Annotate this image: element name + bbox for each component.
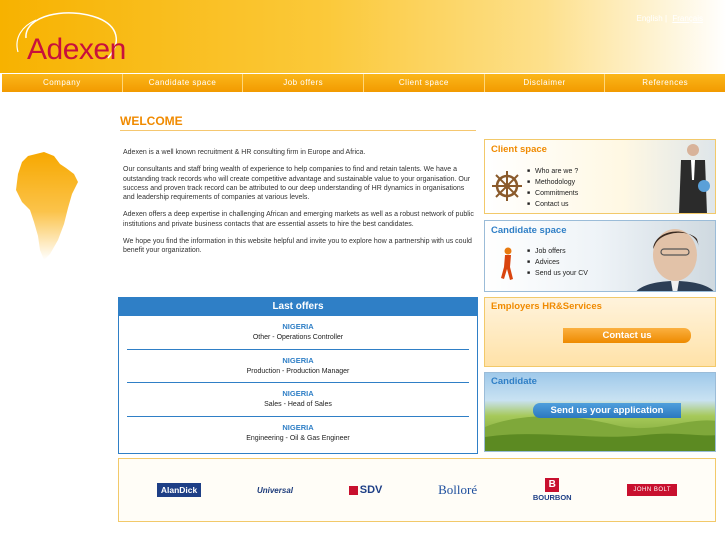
candidate-link-job-offers[interactable]: ■ Job offers xyxy=(527,246,588,257)
lang-francais-link[interactable]: Français xyxy=(672,14,703,23)
partner-bourbon-text: BOURBON xyxy=(532,493,572,502)
partner-logo-bollore[interactable]: Bolloré xyxy=(438,482,478,497)
offer-role: Production - Production Manager xyxy=(246,367,350,375)
client-space-card xyxy=(484,139,716,214)
client-link-contact-us[interactable]: ■ Contact us xyxy=(527,199,578,210)
partner-sdv-text: SDV xyxy=(359,484,383,496)
send-application-button[interactable]: Send us your application xyxy=(533,403,681,418)
candidate-portrait-icon xyxy=(605,221,715,292)
partner-logo-johnbolt[interactable]: JOHN BOLT xyxy=(627,484,677,496)
offer-role: Engineering - Oil & Gas Engineer xyxy=(246,434,350,442)
candidate-space-title[interactable]: Candidate space xyxy=(491,225,567,236)
offer-item[interactable] xyxy=(127,417,469,451)
intro-text xyxy=(123,148,475,264)
partner-logo-universal[interactable]: Universal xyxy=(256,485,293,495)
offer-role: Sales - Head of Sales xyxy=(264,401,332,408)
nav-item-candidate-space[interactable]: Candidate space xyxy=(123,74,244,92)
offer-role: Other - Operations Controller xyxy=(252,334,344,341)
lang-separator: | xyxy=(665,14,668,23)
intro-paragraph: Adexen offers a deep expertise in challenging African and emerging markets as well as a robust network of public institutions and private business contacts that are essential assets to hire the best candidates. xyxy=(123,211,474,228)
lang-english[interactable]: English xyxy=(636,14,663,23)
language-switcher xyxy=(637,14,703,23)
offer-country: NIGERIA xyxy=(282,322,314,331)
intro-paragraph: Our consultants and staff bring wealth of experience to help companies to find and retain talents. We have a outstanding track records who will create competitive advantage and sustainable value to your organisation. Our success and proven track record can be attributed to our deep understanding of HR dynamics in organisations and leadership requirements of companies at various levels. xyxy=(123,166,471,202)
partner-logo-bourbon[interactable] xyxy=(533,478,572,502)
client-link-methodology[interactable]: ■ Methodology xyxy=(527,177,578,188)
partners-bar xyxy=(118,458,716,522)
offer-item[interactable] xyxy=(127,383,469,417)
adexen-logo[interactable] xyxy=(6,8,124,66)
candidate-link-send-cv[interactable]: ■ Send us your CV xyxy=(527,268,588,279)
partner-logo-sdv[interactable] xyxy=(349,484,383,496)
last-offers-panel xyxy=(118,297,478,454)
welcome-divider xyxy=(120,130,476,131)
nav-item-disclaimer[interactable]: Disclaimer xyxy=(485,74,606,92)
offer-item[interactable] xyxy=(127,350,469,384)
offer-country: NIGERIA xyxy=(282,389,314,398)
nav-item-client-space[interactable]: Client space xyxy=(364,74,485,92)
candidate-card xyxy=(484,372,716,452)
main-nav xyxy=(2,74,725,92)
offer-item[interactable] xyxy=(127,316,469,350)
client-link-commitments[interactable]: ■ Commitments xyxy=(527,188,578,199)
ship-wheel-icon xyxy=(491,170,523,202)
nav-item-company[interactable]: Company xyxy=(2,74,123,92)
runner-icon xyxy=(499,247,515,283)
client-link-who-are-we[interactable]: ■ Who are we ? xyxy=(527,166,578,177)
candidate-title: Candidate xyxy=(491,376,537,387)
employers-card xyxy=(484,297,716,367)
welcome-title: WELCOME xyxy=(120,114,183,128)
last-offers-title: Last offers xyxy=(119,298,477,316)
candidate-space-links xyxy=(527,246,588,279)
contact-us-button[interactable]: Contact us xyxy=(563,328,691,343)
nav-item-references[interactable]: References xyxy=(605,74,725,92)
bourbon-mark-icon: B xyxy=(545,478,559,492)
intro-paragraph: Adexen is a well known recruitment & HR consulting firm in Europe and Africa. xyxy=(123,149,366,156)
client-space-title[interactable]: Client space xyxy=(491,144,547,155)
offer-country: NIGERIA xyxy=(282,355,314,365)
intro-paragraph: We hope you find the information in this website helpful and invite you to explore how a partnership with us could benefit your organization. xyxy=(123,238,472,255)
logo-text: Adexen xyxy=(27,33,126,66)
africa-map-icon xyxy=(14,150,80,270)
employers-title: Employers HR&Services xyxy=(491,301,602,312)
partner-logo-alandick[interactable]: AlanDick xyxy=(157,483,201,497)
client-space-links xyxy=(527,166,578,210)
candidate-link-advices[interactable]: ■ Advices xyxy=(527,257,588,268)
offer-country: NIGERIA xyxy=(282,422,314,432)
nav-item-job-offers[interactable]: Job offers xyxy=(243,74,364,92)
header xyxy=(0,0,727,73)
businessman-icon xyxy=(671,140,711,214)
sdv-square-icon xyxy=(349,486,358,495)
candidate-space-card xyxy=(484,220,716,292)
